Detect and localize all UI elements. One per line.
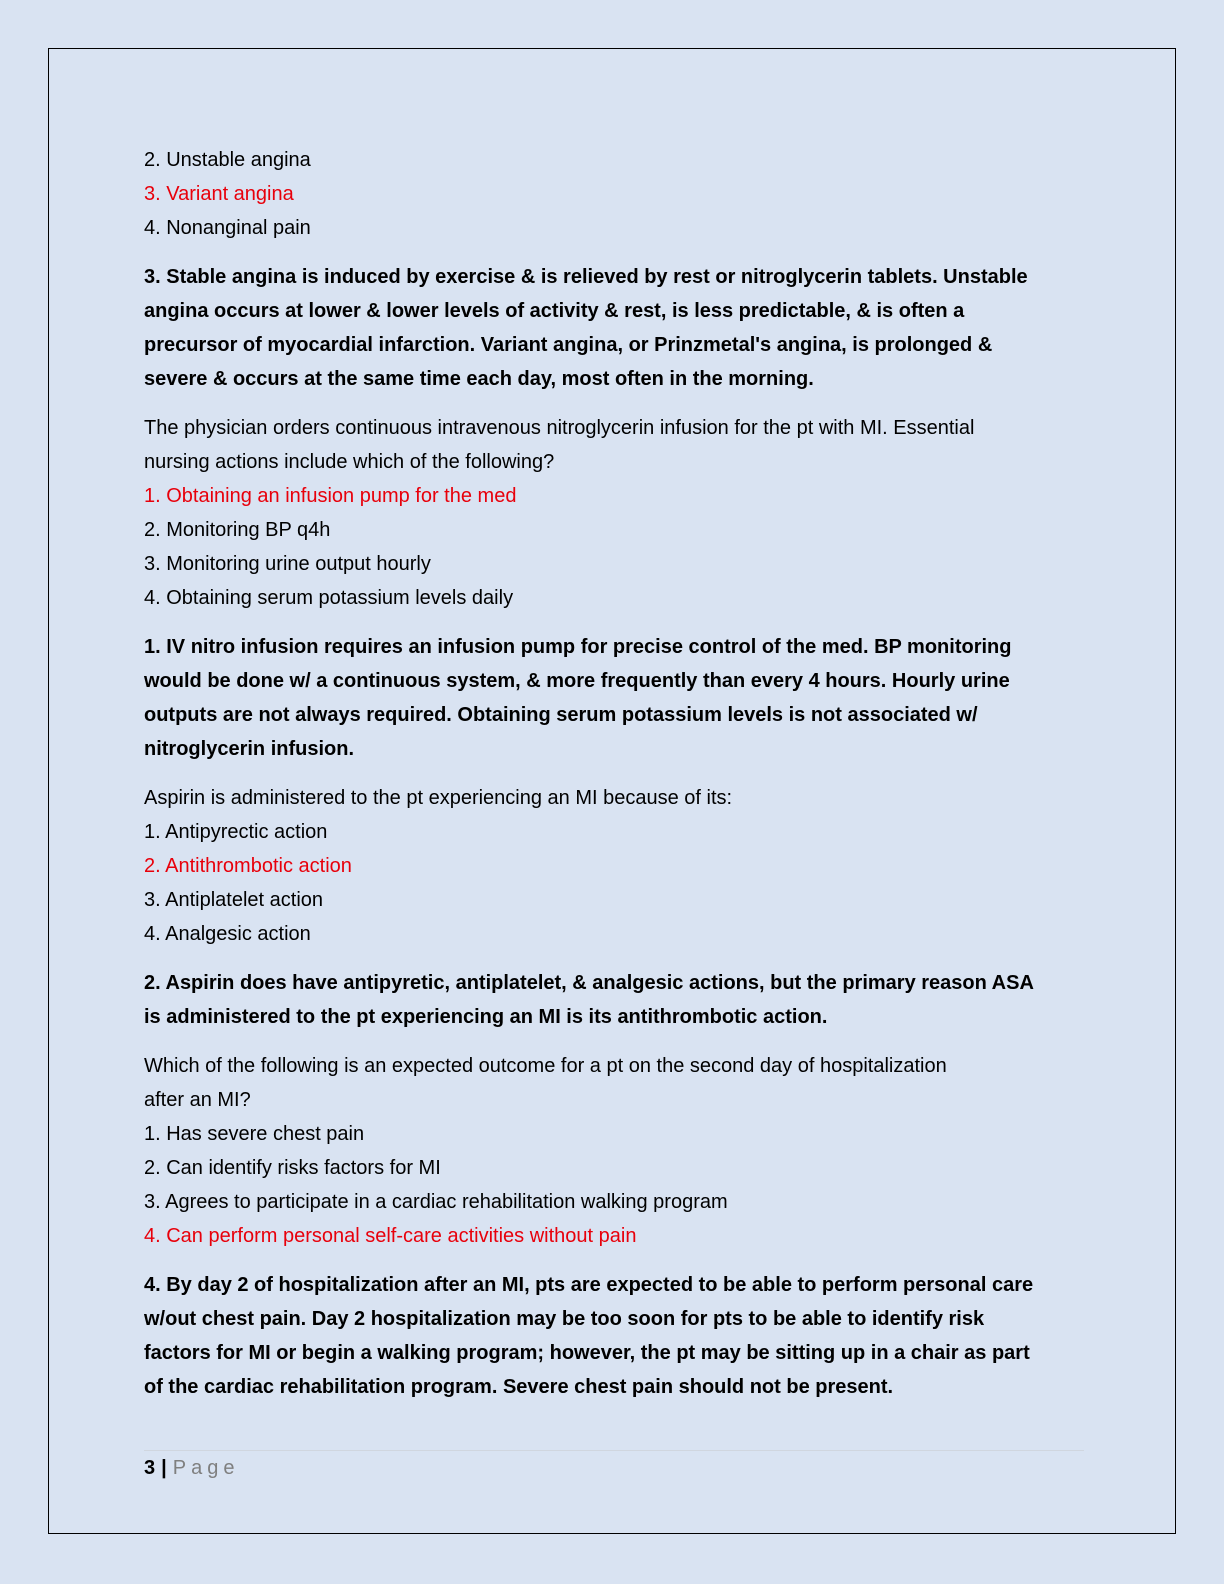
q4-option-1: 1. Has severe chest pain <box>144 1123 365 1145</box>
q2-rationale-line: would be done w/ a continuous system, & more frequently than every 4 hours. Hourly urine <box>144 670 1010 692</box>
q1-rationale-line: severe & occurs at the same time each day, most often in the morning. <box>144 368 814 390</box>
q3-rationale-line: is administered to the pt experiencing an MI is its antithrombotic action. <box>144 1006 828 1028</box>
q2-question-line: The physician orders continuous intravenous nitroglycerin infusion for the pt with MI. Essential <box>144 417 975 439</box>
page-content <box>144 143 1084 1404</box>
q2-question <box>144 411 1084 479</box>
q4-rationale <box>144 1268 1084 1404</box>
q1-rationale <box>144 260 1084 396</box>
footer-divider <box>144 1450 1084 1451</box>
q2-rationale-line: nitroglycerin infusion. <box>144 738 355 760</box>
q2-option-1-correct: 1. Obtaining an infusion pump for the med <box>144 485 517 507</box>
q4-option-2: 2. Can identify risks factors for MI <box>144 1157 441 1179</box>
footer-separator: | <box>161 1457 167 1479</box>
q2-rationale <box>144 630 1084 766</box>
q2-question-line: nursing actions include which of the following? <box>144 451 555 473</box>
q4-rationale-line: w/out chest pain. Day 2 hospitalization may be too soon for pts to be able to identify risk <box>144 1308 985 1330</box>
q3-option-3: 3. Antiplatelet action <box>144 889 324 911</box>
q1-rationale-line: 3. Stable angina is induced by exercise & is relieved by rest or nitroglycerin tablets. Unstable <box>144 266 1028 288</box>
q3-question-line: Aspirin is administered to the pt experiencing an MI because of its: <box>144 787 733 809</box>
q3-option-4: 4. Analgesic action <box>144 923 311 945</box>
q3-option-2-correct: 2. Antithrombotic action <box>144 855 352 877</box>
q4-question-line: Which of the following is an expected outcome for a pt on the second day of hospitalization <box>144 1055 947 1077</box>
q2-option-4: 4. Obtaining serum potassium levels daily <box>144 587 514 609</box>
q2-option-3: 3. Monitoring urine output hourly <box>144 553 431 575</box>
page-number: 3 <box>144 1457 156 1479</box>
q4-rationale-line: of the cardiac rehabilitation program. Severe chest pain should not be present. <box>144 1376 894 1398</box>
q4-option-3: 3. Agrees to participate in a cardiac rehabilitation walking program <box>144 1191 728 1213</box>
q4-rationale-line: factors for MI or begin a walking program; however, the pt may be sitting up in a chair as part <box>144 1342 1030 1364</box>
q1-rationale-line: precursor of myocardial infarction. Variant angina, or Prinzmetal's angina, is prolonged & <box>144 334 993 356</box>
q3-options <box>144 815 1084 951</box>
q2-option-2: 2. Monitoring BP q4h <box>144 519 331 541</box>
q1-options <box>144 143 1084 245</box>
q3-question <box>144 781 1084 815</box>
q2-rationale-line: outputs are not always required. Obtaining serum potassium levels is not associated w/ <box>144 704 978 726</box>
q1-rationale-line: angina occurs at lower & lower levels of activity & rest, is less predictable, & is often a <box>144 300 965 322</box>
q4-question-line: after an MI? <box>144 1089 251 1111</box>
q4-options <box>144 1117 1084 1253</box>
q2-rationale-line: 1. IV nitro infusion requires an infusion pump for precise control of the med. BP monitoring <box>144 636 1012 658</box>
q1-option-2: 2. Unstable angina <box>144 149 311 171</box>
q2-options <box>144 479 1084 615</box>
page-footer <box>144 1454 239 1482</box>
q3-rationale-line: 2. Aspirin does have antipyretic, antiplatelet, & analgesic actions, but the primary reason ASA <box>144 972 1034 994</box>
q4-option-4-correct: 4. Can perform personal self-care activities without pain <box>144 1225 637 1247</box>
page-label: Page <box>172 1457 240 1479</box>
q1-option-3-correct: 3. Variant angina <box>144 183 294 205</box>
q3-rationale <box>144 966 1084 1034</box>
q4-question <box>144 1049 1084 1117</box>
q3-option-1: 1. Antipyrectic action <box>144 821 328 843</box>
q4-rationale-line: 4. By day 2 of hospitalization after an MI, pts are expected to be able to perform personal care <box>144 1274 1034 1296</box>
q1-option-4: 4. Nonanginal pain <box>144 217 311 239</box>
